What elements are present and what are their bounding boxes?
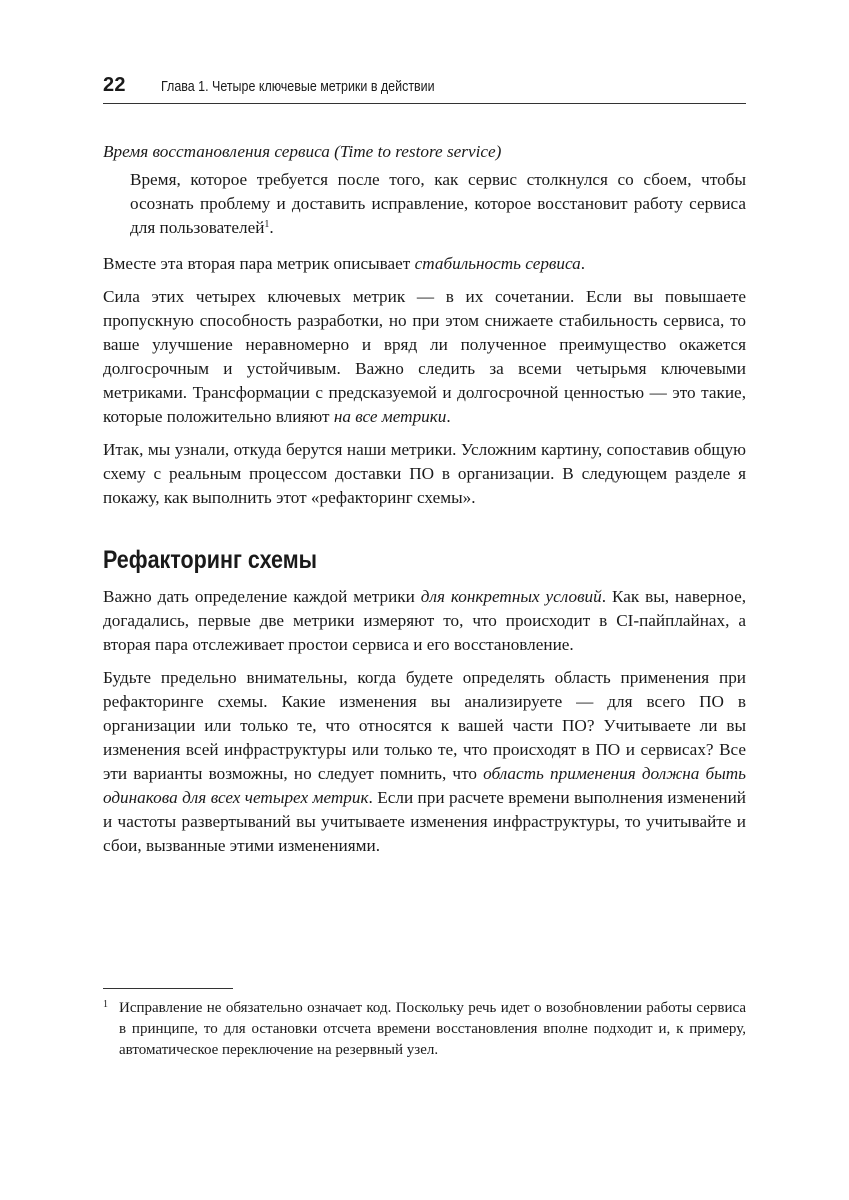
emphasis-text: на все метрики	[333, 407, 447, 426]
paragraph-definitions	[103, 585, 746, 657]
paragraph-scope	[103, 666, 746, 858]
definition-text	[130, 168, 746, 240]
footnote-text: Исправление не обязательно означает код. Поскольку речь идет о возобновлении работы сервиса в принципе, то для остановки отсчета времени восстановления вполне подходит и, к примеру, автоматическое переключение на резервный узел.	[119, 1000, 746, 1058]
emphasis-text: для конкретных условий	[420, 587, 602, 606]
footnote-divider	[103, 988, 233, 989]
page-number: 22	[103, 74, 126, 96]
paragraph-text: . Если при расчете времени выполнения изменений и частоты развертываний вы учитываете изменения инфраструктуры, то учитывайте и сбои, вызванные этими изменениями.	[103, 788, 746, 855]
section-heading: Рефакторинг схемы	[103, 546, 317, 574]
paragraph-text: Вместе эта вторая пара метрик описывает	[103, 254, 415, 273]
page-header	[103, 73, 746, 104]
running-head: Глава 1. Четыре ключевые метрики в действии	[161, 79, 435, 95]
book-page	[103, 0, 746, 1200]
emphasis-text: область применения должна быть одинакова для всех четырех метрик	[103, 764, 746, 807]
paragraph-combination	[103, 285, 746, 429]
paragraph-text: . Как вы, наверное, догадались, первые две метрики измеряют то, что происходит в CI-пайплайнах, а вторая пара отслеживает простои сервиса и его восстановление.	[103, 587, 746, 654]
paragraph-refactoring-intro: Итак, мы узнали, откуда берутся наши метрики. Усложним картину, сопоставив общую схему с реальным процессом доставки ПО в организации. В следующем разделе я покажу, как выполнить этот «рефакторинг схемы».	[103, 440, 746, 507]
definition-end: .	[269, 218, 274, 237]
paragraph-text: Будьте предельно внимательны, когда будете определять область применения при рефакторинге схемы. Какие изменения вы анализируете — для всего ПО в организации или только те, что относятся к вашей части ПО? Учитываете ли вы изменения всей инфраструктуры или только те, что происходят в ПО и сервисах? Все эти варианты возможны, но следует помнить, что	[103, 668, 746, 783]
footnote-reference: 1	[264, 219, 270, 230]
paragraph-text: .	[580, 254, 586, 273]
emphasis-text: стабильность сервиса	[414, 254, 581, 273]
footnote-mark: 1	[103, 999, 108, 1010]
body-text	[103, 140, 746, 858]
paragraph-text: Важно дать определение каждой метрики	[103, 587, 421, 606]
paragraph-stability	[103, 252, 746, 276]
definition-body: Время, которое требуется после того, как сервис столкнулся со сбоем, чтобы осознать проблему и доставить исправление, которое восстановит работу сервиса для пользователей	[130, 170, 746, 237]
definition-term: Время восстановления сервиса (Time to restore service)	[103, 142, 502, 161]
paragraph-text: .	[446, 407, 451, 426]
footnote	[103, 998, 746, 1061]
paragraph-text: Сила этих четырех ключевых метрик — в их сочетании. Если вы повышаете пропускную способность разработки, но при этом снижаете стабильность сервиса, то ваше улучшение неравномерно и вряд ли полученное преимущество окажется долгосрочным и устойчивым. Важно следить за всеми четырьмя ключевыми метриками. Трансформации с предсказуемой и долгосрочной ценностью — это такие, которые положительно влияют	[103, 287, 746, 426]
